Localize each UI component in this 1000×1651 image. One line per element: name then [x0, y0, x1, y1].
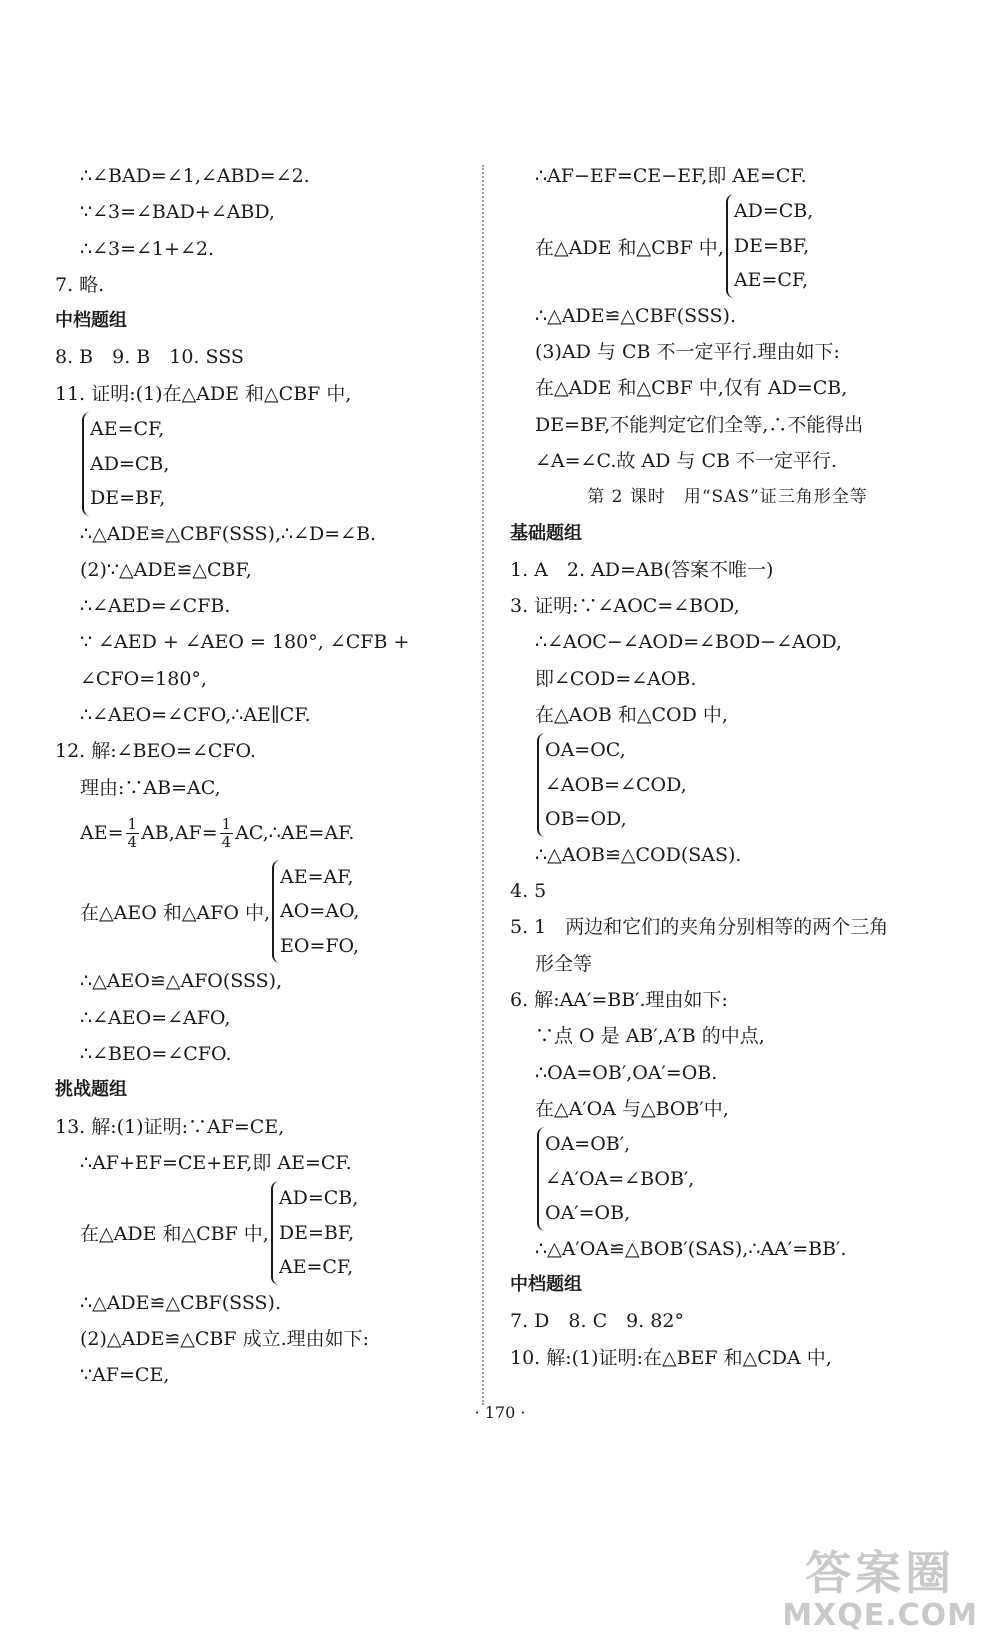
- answers-7-9: 7. D 8. C 9. 82°: [510, 1310, 684, 1333]
- text-line: ∴△A′OA≌△BOB′(SAS),∴AA′=BB′.: [535, 1237, 847, 1260]
- question-6: 6. 解:AA′=BB′.理由如下:: [510, 989, 728, 1012]
- section-heading-medium: 中档题组: [510, 1274, 582, 1296]
- text-line: ∠CFO=180°,: [80, 667, 207, 690]
- page-number: · 170 ·: [474, 1403, 526, 1422]
- text-line: ∵AF=CE,: [80, 1364, 170, 1387]
- system-line: OA′=OB,: [545, 1202, 631, 1225]
- brace-group: [726, 194, 813, 298]
- brace-group: [537, 1127, 694, 1231]
- right-column: [510, 158, 945, 1376]
- denominator: 4: [127, 833, 138, 852]
- system-line: OA=OC,: [545, 739, 626, 762]
- watermark-text: 答案圈: [805, 1546, 956, 1600]
- text-line: ∴AF+EF=CE+EF,即 AE=CF.: [80, 1151, 352, 1174]
- text-line: 在△A′OA 与△BOB′中,: [535, 1097, 729, 1120]
- text-line: ∴OA=OB′,OA′=OB.: [535, 1061, 718, 1084]
- text-line: ∵点 O 是 AB′,A′B 的中点,: [535, 1025, 765, 1048]
- system-line: ∠AOB=∠COD,: [545, 773, 687, 796]
- question-3: 3. 证明:∵∠AOC=∠BOD,: [510, 595, 740, 618]
- brace-group: [272, 860, 359, 964]
- system-prefix: 在△AEO 和△AFO 中,: [80, 902, 270, 925]
- section-heading-basic: 基础题组: [510, 522, 582, 544]
- text-line: ∴∠AED=∠CFB.: [80, 595, 231, 618]
- system-line: EO=FO,: [280, 934, 360, 957]
- section-heading-challenge: 挑战题组: [55, 1079, 127, 1101]
- text-line: DE=BF,不能判定它们全等,∴不能得出: [535, 413, 864, 436]
- text-line: ∴△AEO≌△AFO(SSS),: [80, 970, 283, 993]
- text-line: ∴∠BEO=∠CFO.: [80, 1043, 232, 1066]
- text-line: 即∠COD=∠AOB.: [535, 667, 697, 690]
- system-line: AD=CB,: [278, 1187, 359, 1210]
- text-line: (2)∵△ADE≌△CBF,: [80, 558, 252, 581]
- text-line: 在△AOB 和△COD 中,: [535, 704, 728, 727]
- equation-system: [55, 412, 475, 516]
- brace-group: [537, 733, 687, 837]
- denominator: 4: [221, 833, 232, 852]
- equation-system: [510, 1127, 945, 1231]
- question-11: 11. 证明:(1)在△ADE 和△CBF 中,: [55, 382, 352, 405]
- text-line: ∴△ADE≌△CBF(SSS),∴∠D=∠B.: [80, 522, 377, 545]
- text-line: ∴△ADE≌△CBF(SSS).: [80, 1291, 281, 1314]
- text-line: 理由:∵AB=AC,: [80, 776, 221, 799]
- equation-system: [55, 1181, 475, 1285]
- fraction-line: [55, 806, 475, 860]
- answers-8-10: 8. B 9. B 10. SSS: [55, 346, 244, 369]
- system-line: OB=OD,: [545, 808, 627, 831]
- equation-system: [510, 733, 945, 837]
- text-line: ∠A=∠C.故 AD 与 CB 不一定平行.: [535, 449, 838, 472]
- text-line: ∴△ADE≌△CBF(SSS).: [535, 304, 736, 327]
- text-line: ∴∠3=∠1+∠2.: [80, 237, 214, 260]
- left-column: [55, 158, 475, 1394]
- question-5: 5. 1 两边和它们的夹角分别相等的两个三角: [510, 916, 889, 939]
- system-prefix: 在△ADE 和△CBF 中,: [535, 236, 724, 259]
- text-line: ∴AF−EF=CE−EF,即 AE=CF.: [535, 165, 807, 187]
- equation-system: [55, 860, 475, 964]
- text-line: ∵ ∠AED + ∠AEO = 180°, ∠CFB +: [80, 631, 410, 654]
- fraction: [126, 816, 140, 851]
- system-line: OA=OB′,: [545, 1133, 631, 1156]
- brace-group: [82, 412, 169, 516]
- text-line: ∴△AOB≌△COD(SAS).: [535, 843, 742, 866]
- system-line: AO=AO,: [280, 900, 360, 923]
- question-13: 13. 解:(1)证明:∵AF=CE,: [55, 1115, 285, 1138]
- brace-group: [271, 1181, 358, 1285]
- numerator: 1: [221, 815, 232, 834]
- text-segment: AE=: [80, 821, 124, 844]
- watermark-url: MXQE.COM: [782, 1598, 978, 1633]
- answers-1-2: 1. A 2. AD=AB(答案不唯一): [510, 558, 774, 581]
- text-line: ∵∠3=∠BAD+∠ABD,: [80, 201, 275, 224]
- system-line: AD=CB,: [90, 452, 170, 475]
- system-line: DE=BF,: [733, 234, 810, 257]
- text-line: ∴∠AOC−∠AOD=∠BOD−∠AOD,: [535, 631, 842, 654]
- system-line: DE=BF,: [90, 487, 166, 510]
- text-line: 形全等: [535, 952, 593, 975]
- question-7: 7. 略.: [55, 273, 105, 296]
- question-10: 10. 解:(1)证明:在△BEF 和△CDA 中,: [510, 1346, 832, 1369]
- system-line: AE=CF,: [90, 418, 165, 441]
- fraction: [220, 816, 234, 851]
- system-prefix: 在△ADE 和△CBF 中,: [80, 1223, 269, 1246]
- text-line: ∴∠AEO=∠AFO,: [80, 1006, 231, 1029]
- system-line: AE=CF,: [278, 1256, 354, 1279]
- system-line: DE=BF,: [278, 1221, 355, 1244]
- system-line: ∠A′OA=∠BOB′,: [545, 1167, 695, 1190]
- text-line: (3)AD 与 CB 不一定平行.理由如下:: [535, 341, 840, 364]
- lesson-title: 第 2 课时 用“SAS”证三角形全等: [587, 487, 868, 508]
- system-line: AE=AF,: [280, 865, 354, 888]
- system-line: AE=CF,: [733, 269, 809, 292]
- text-line: ∴∠BAD=∠1,∠ABD=∠2.: [80, 165, 310, 187]
- section-heading-medium: 中档题组: [55, 310, 127, 332]
- text-segment: AB,AF=: [141, 821, 218, 844]
- watermark-logo: [782, 1547, 978, 1633]
- equation-system: [510, 194, 945, 298]
- numerator: 1: [127, 815, 138, 834]
- question-12: 12. 解:∠BEO=∠CFO.: [55, 740, 257, 763]
- text-line: (2)△ADE≌△CBF 成立.理由如下:: [80, 1328, 370, 1351]
- text-line: ∴∠AEO=∠CFO,∴AE∥CF.: [80, 704, 311, 727]
- text-line: 在△ADE 和△CBF 中,仅有 AD=CB,: [535, 377, 848, 400]
- question-4: 4. 5: [510, 880, 547, 903]
- system-line: AD=CB,: [733, 200, 814, 223]
- column-divider: [482, 165, 484, 1405]
- text-segment: AC,∴AE=AF.: [235, 821, 355, 844]
